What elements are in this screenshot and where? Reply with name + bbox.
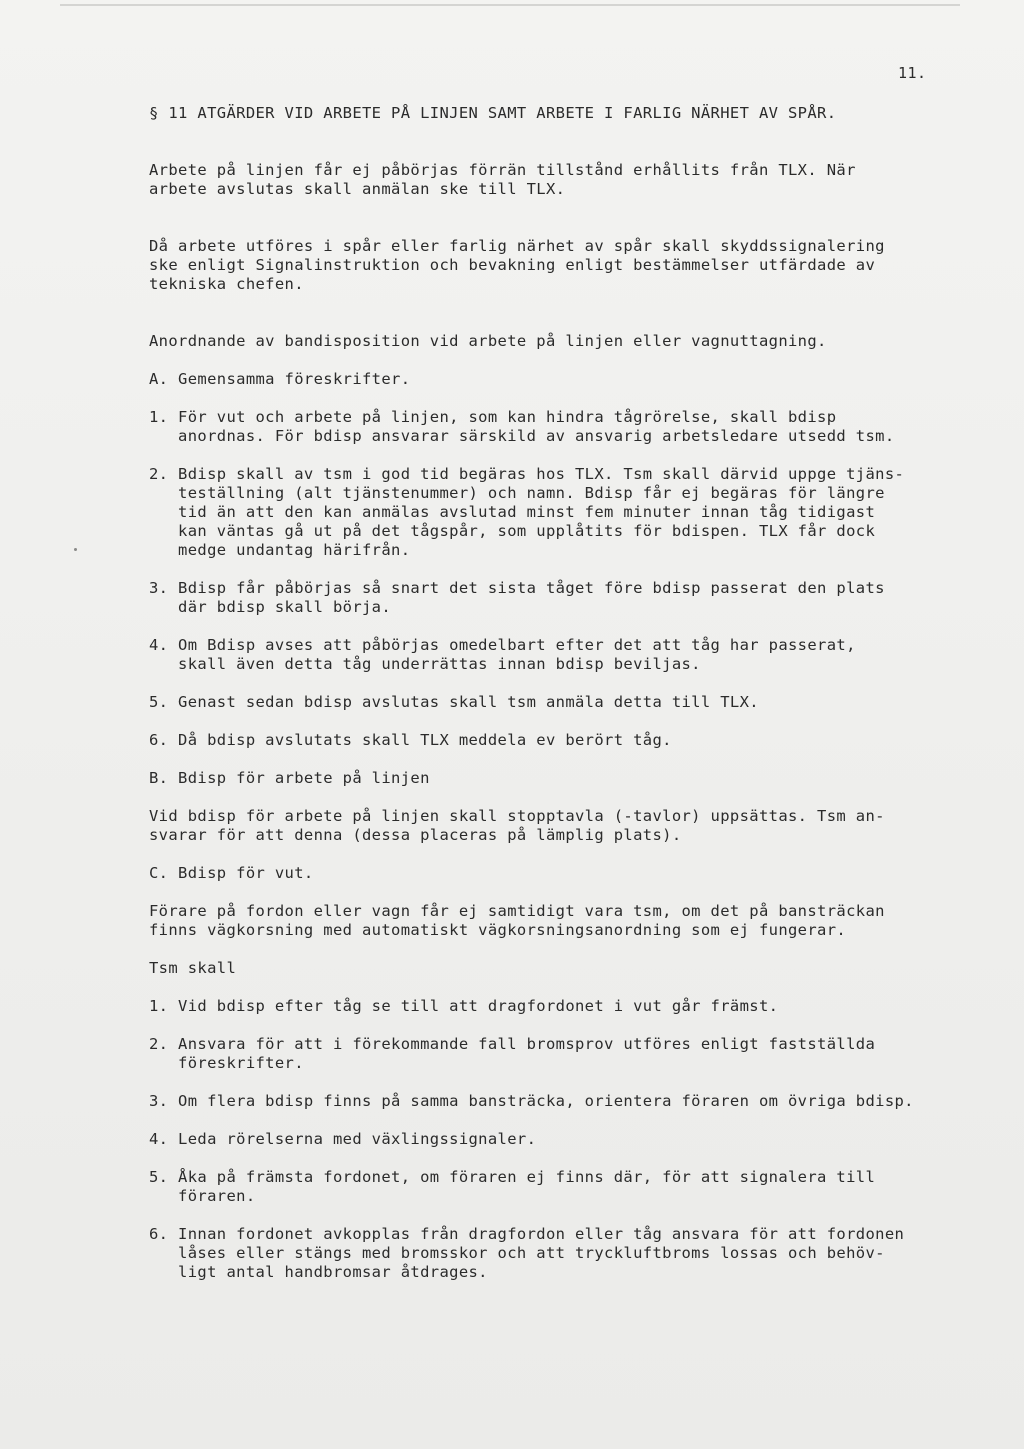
text-line: tid än att den kan anmälas avslutad minst fem minuter innan tåg tidigast: [149, 503, 876, 521]
text-line: 4. Om Bdisp avses att påbörjas omedelbart efter det att tåg har passerat,: [149, 636, 856, 654]
tsm-skall-label: Tsm skall: [149, 959, 237, 977]
text-line: 6. Innan fordonet avkopplas från dragfordon eller tåg ansvara för att fordonen: [149, 1225, 905, 1243]
list-item-a1: [149, 408, 929, 446]
text-line: Förare på fordon eller vagn får ej samtidigt vara tsm, om det på bansträckan: [149, 902, 885, 920]
section-c-heading: C. Bdisp för vut.: [149, 864, 314, 882]
list-item-c2: [149, 1035, 929, 1073]
text-line: tekniska chefen.: [149, 275, 304, 293]
list-item-a4: [149, 636, 929, 674]
text-line: finns vägkorsning med automatiskt vägkorsningsanordning som ej fungerar.: [149, 921, 847, 939]
text-line: 1. För vut och arbete på linjen, som kan hindra tågrörelse, skall bdisp: [149, 408, 837, 426]
text-line: föreskrifter.: [149, 1054, 304, 1072]
list-item-a6: 6. Då bdisp avslutats skall TLX meddela ev berört tåg.: [149, 731, 672, 749]
paragraph-permission: [149, 161, 929, 199]
section-c-text: [149, 902, 929, 940]
section-a-heading: A. Gemensamma föreskrifter.: [149, 370, 411, 388]
scan-speck: [74, 548, 77, 551]
text-line: Vid bdisp för arbete på linjen skall stopptavla (-tavlor) uppsättas. Tsm an-: [149, 807, 885, 825]
section-b-text: [149, 807, 929, 845]
text-line: anordnas. För bdisp ansvarar särskild av ansvarig arbetsledare utsedd tsm.: [149, 427, 895, 445]
text-line: arbete avslutas skall anmälan ske till TLX.: [149, 180, 566, 198]
text-line: Arbete på linjen får ej påbörjas förrän tillstånd erhållits från TLX. När: [149, 161, 856, 179]
list-item-c4: 4. Leda rörelserna med växlingssignaler.: [149, 1130, 537, 1148]
list-item-a2: [149, 465, 929, 560]
text-line: ske enligt Signalinstruktion och bevakning enligt bestämmelser utfärdade av: [149, 256, 876, 274]
document-body: [149, 104, 929, 1282]
page-number: 11.: [898, 64, 927, 82]
text-line: skall även detta tåg underrättas innan bdisp beviljas.: [149, 655, 701, 673]
list-item-c1: 1. Vid bdisp efter tåg se till att dragfordonet i vut går främst.: [149, 997, 779, 1015]
text-line: svarar för att denna (dessa placeras på lämplig plats).: [149, 826, 682, 844]
text-line: teställning (alt tjänstenummer) och namn. Bdisp får ej begäras för längre: [149, 484, 885, 502]
paragraph-signalling: [149, 237, 929, 294]
text-line: medge undantag härifrån.: [149, 541, 411, 559]
list-item-c5: [149, 1168, 929, 1206]
text-line: ligt antal handbromsar åtdrages.: [149, 1263, 488, 1281]
text-line: Då arbete utföres i spår eller farlig närhet av spår skall skyddssignalering: [149, 237, 885, 255]
section-heading: § 11 ATGÄRDER VID ARBETE PÅ LINJEN SAMT ARBETE I FARLIG NÄRHET AV SPÅR.: [149, 104, 837, 122]
list-item-a5: 5. Genast sedan bdisp avslutas skall tsm anmäla detta till TLX.: [149, 693, 759, 711]
text-line: föraren.: [149, 1187, 256, 1205]
section-b-heading: B. Bdisp för arbete på linjen: [149, 769, 430, 787]
list-item-c3: 3. Om flera bdisp finns på samma bansträcka, orientera föraren om övriga bdisp.: [149, 1092, 914, 1110]
list-item-c6: [149, 1225, 929, 1282]
text-line: 5. Åka på främsta fordonet, om föraren ej finns där, för att signalera till: [149, 1168, 876, 1186]
text-line: låses eller stängs med bromsskor och att tryckluftbroms lossas och behöv-: [149, 1244, 885, 1262]
text-line: där bdisp skall börja.: [149, 598, 392, 616]
text-line: kan väntas gå ut på det tågspår, som upplåtits för bdispen. TLX får dock: [149, 522, 876, 540]
text-line: 2. Ansvara för att i förekommande fall bromsprov utföres enligt fastställda: [149, 1035, 876, 1053]
text-line: 2. Bdisp skall av tsm i god tid begäras hos TLX. Tsm skall därvid uppge tjäns-: [149, 465, 905, 483]
paragraph-bandisposition: Anordnande av bandisposition vid arbete på linjen eller vagnuttagning.: [149, 332, 827, 350]
text-line: 3. Bdisp får påbörjas så snart det sista tåget före bdisp passerat den plats: [149, 579, 885, 597]
page-edge-rule: [60, 4, 960, 6]
list-item-a3: [149, 579, 929, 617]
